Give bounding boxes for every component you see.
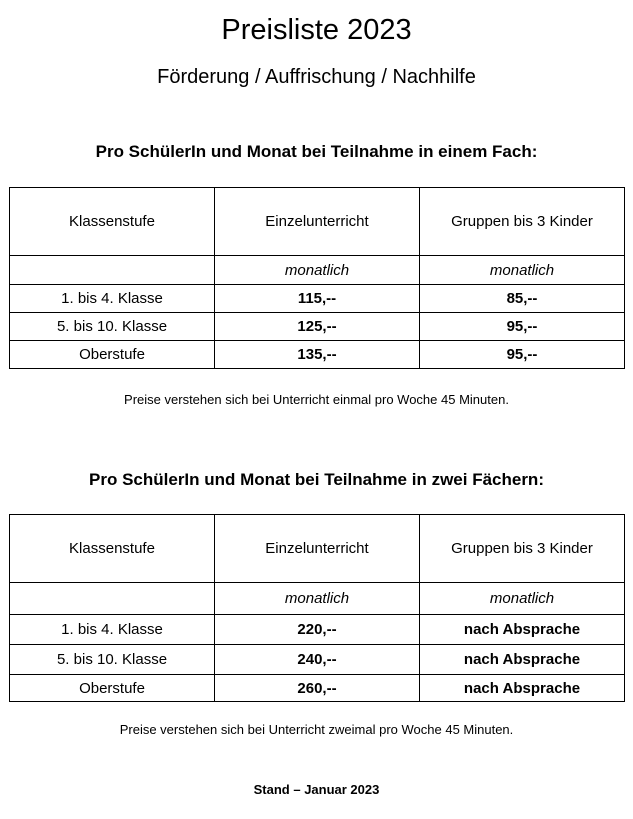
table-unit-row — [10, 256, 625, 285]
table-row — [10, 285, 625, 313]
column-header-individual: Einzelunterricht — [215, 188, 420, 256]
unit-cell-individual: monatlich — [215, 256, 420, 285]
grade-cell: 1. bis 4. Klasse — [10, 285, 215, 313]
individual-price-cell: 115,-- — [215, 285, 420, 313]
section-two-heading: Pro SchülerIn und Monat bei Teilnahme in zwei Fächern: — [89, 470, 544, 489]
table-header-row — [10, 515, 625, 583]
grade-cell: 5. bis 10. Klasse — [10, 313, 215, 341]
table-row — [10, 341, 625, 369]
group-price-cell: nach Absprache — [420, 645, 625, 675]
grade-cell: 1. bis 4. Klasse — [10, 615, 215, 645]
section-one-heading: Pro SchülerIn und Monat bei Teilnahme in einem Fach: — [95, 142, 538, 161]
group-price-cell: 95,-- — [420, 313, 625, 341]
column-header-grade: Klassenstufe — [10, 188, 215, 256]
individual-price-cell: 125,-- — [215, 313, 420, 341]
table-row — [10, 615, 625, 645]
group-price-cell: 95,-- — [420, 341, 625, 369]
table-header-row — [10, 188, 625, 256]
table-row — [10, 645, 625, 675]
unit-cell-individual: monatlich — [215, 583, 420, 615]
unit-cell-grade — [10, 583, 215, 615]
individual-price-cell: 260,-- — [215, 675, 420, 702]
individual-price-cell: 135,-- — [215, 341, 420, 369]
individual-price-cell: 220,-- — [215, 615, 420, 645]
column-header-grade: Klassenstufe — [10, 515, 215, 583]
group-price-cell: nach Absprache — [420, 615, 625, 645]
column-header-group: Gruppen bis 3 Kinder — [420, 515, 625, 583]
column-header-individual: Einzelunterricht — [215, 515, 420, 583]
unit-cell-grade — [10, 256, 215, 285]
page-subtitle: Förderung / Auffrischung / Nachhilfe — [157, 66, 476, 88]
table-row — [10, 675, 625, 702]
individual-price-cell: 240,-- — [215, 645, 420, 675]
table-unit-row — [10, 583, 625, 615]
group-price-cell: nach Absprache — [420, 675, 625, 702]
grade-cell: Oberstufe — [10, 341, 215, 369]
unit-cell-group: monatlich — [420, 583, 625, 615]
footer-date: Stand – Januar 2023 — [253, 782, 380, 797]
grade-cell: 5. bis 10. Klasse — [10, 645, 215, 675]
section-two-note: Preise verstehen sich bei Unterricht zweimal pro Woche 45 Minuten. — [119, 722, 514, 737]
grade-cell: Oberstufe — [10, 675, 215, 702]
table-row — [10, 313, 625, 341]
price-table-two-subjects — [9, 514, 625, 702]
price-table-one-subject — [9, 187, 625, 369]
section-one-note: Preise verstehen sich bei Unterricht einmal pro Woche 45 Minuten. — [124, 392, 509, 407]
group-price-cell: 85,-- — [420, 285, 625, 313]
unit-cell-group: monatlich — [420, 256, 625, 285]
page-title: Preisliste 2023 — [221, 14, 412, 46]
column-header-group: Gruppen bis 3 Kinder — [420, 188, 625, 256]
